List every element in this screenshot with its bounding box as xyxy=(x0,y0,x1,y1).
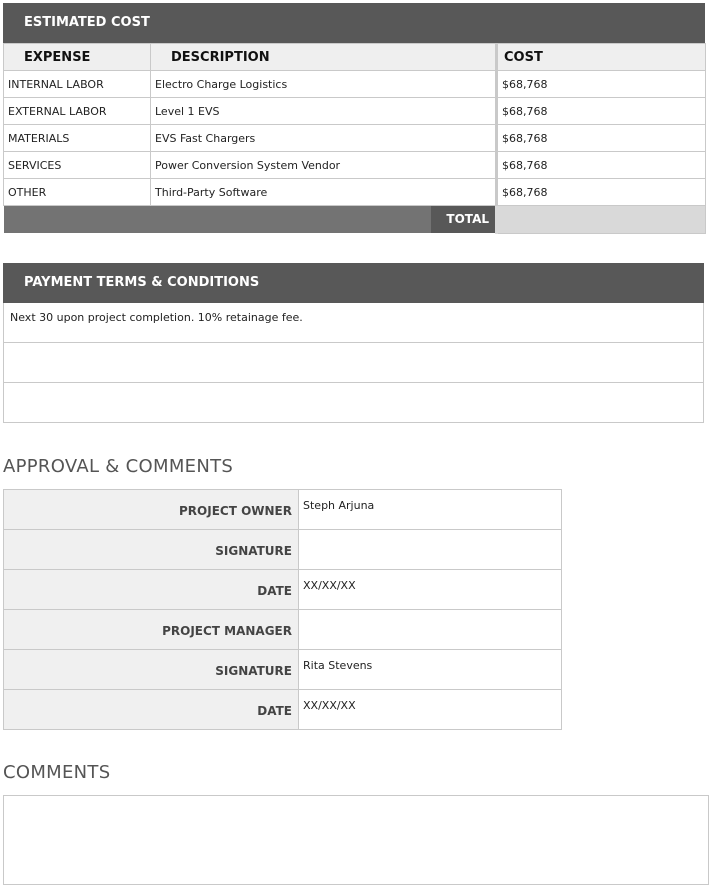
payment-terms-line[interactable] xyxy=(3,383,704,423)
approval-value[interactable]: XX/XX/XX xyxy=(299,570,562,610)
description-cell[interactable]: Level 1 EVS xyxy=(151,98,497,125)
table-row xyxy=(4,125,706,152)
estimated-cost-table xyxy=(3,43,706,234)
table-row xyxy=(4,152,706,179)
description-cell[interactable]: Third-Party Software xyxy=(151,179,497,206)
payment-terms-line[interactable]: Next 30 upon project completion. 10% retainage fee. xyxy=(3,303,704,343)
cost-cell[interactable]: $68,768 xyxy=(497,152,706,179)
approval-title: APPROVAL & COMMENTS xyxy=(3,456,234,477)
approval-label: DATE xyxy=(4,570,299,610)
total-spacer xyxy=(4,206,432,233)
total-row xyxy=(4,206,706,234)
table-header-row xyxy=(4,44,706,71)
approval-label: SIGNATURE xyxy=(4,650,299,690)
approval-value[interactable] xyxy=(299,610,562,650)
expense-cell[interactable]: INTERNAL LABOR xyxy=(4,71,151,98)
approval-row xyxy=(4,690,562,730)
approval-value[interactable]: XX/XX/XX xyxy=(299,690,562,730)
expense-cell[interactable]: SERVICES xyxy=(4,152,151,179)
estimated-cost-title: ESTIMATED COST xyxy=(3,3,705,43)
payment-terms-line[interactable] xyxy=(3,343,704,383)
table-row xyxy=(4,98,706,125)
approval-value[interactable]: Rita Stevens xyxy=(299,650,562,690)
description-cell[interactable]: Electro Charge Logistics xyxy=(151,71,497,98)
approval-value[interactable] xyxy=(299,530,562,570)
approval-label: PROJECT MANAGER xyxy=(4,610,299,650)
comments-field[interactable] xyxy=(3,795,709,885)
approval-label: PROJECT OWNER xyxy=(4,490,299,530)
payment-terms-section xyxy=(3,263,704,423)
table-row xyxy=(4,179,706,206)
total-label-area xyxy=(4,206,497,234)
approval-row xyxy=(4,530,562,570)
approval-label: DATE xyxy=(4,690,299,730)
approval-label: SIGNATURE xyxy=(4,530,299,570)
description-header: DESCRIPTION xyxy=(151,44,497,71)
cost-cell[interactable]: $68,768 xyxy=(497,98,706,125)
expense-cell[interactable]: OTHER xyxy=(4,179,151,206)
cost-cell[interactable]: $68,768 xyxy=(497,179,706,206)
approval-table xyxy=(3,489,562,730)
table-row xyxy=(4,71,706,98)
total-value[interactable] xyxy=(497,206,706,234)
total-label: TOTAL xyxy=(431,206,495,233)
cost-cell[interactable]: $68,768 xyxy=(497,125,706,152)
cost-header: COST xyxy=(497,44,706,71)
expense-header: EXPENSE xyxy=(4,44,151,71)
description-cell[interactable]: EVS Fast Chargers xyxy=(151,125,497,152)
expense-cell[interactable]: MATERIALS xyxy=(4,125,151,152)
estimated-cost-section xyxy=(3,3,705,234)
expense-cell[interactable]: EXTERNAL LABOR xyxy=(4,98,151,125)
approval-value[interactable]: Steph Arjuna xyxy=(299,490,562,530)
approval-row xyxy=(4,570,562,610)
approval-row xyxy=(4,650,562,690)
payment-terms-title: PAYMENT TERMS & CONDITIONS xyxy=(3,263,704,303)
approval-row xyxy=(4,610,562,650)
comments-title: COMMENTS xyxy=(3,762,111,783)
approval-row xyxy=(4,490,562,530)
description-cell[interactable]: Power Conversion System Vendor xyxy=(151,152,497,179)
cost-cell[interactable]: $68,768 xyxy=(497,71,706,98)
